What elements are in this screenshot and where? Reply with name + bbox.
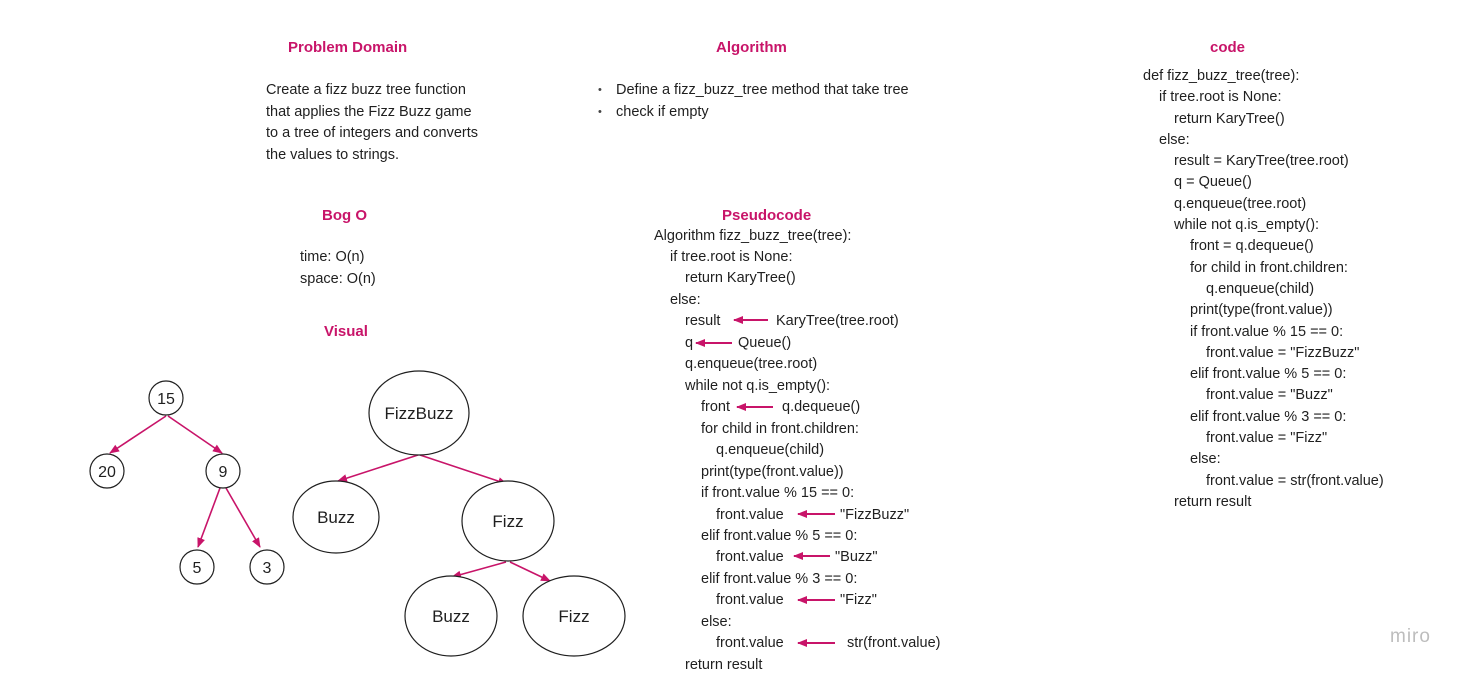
code-line: else: [1190, 451, 1221, 468]
pseudocode-line: front.value [716, 549, 784, 565]
code-line: elif front.value % 5 == 0: [1190, 366, 1347, 383]
pseudocode-line: if tree.root is None: [670, 249, 793, 265]
pseudocode-line: front.value [716, 635, 784, 651]
pseudocode-line: q.enqueue(child) [716, 442, 825, 458]
code-line: while not q.is_empty(): [1174, 217, 1320, 234]
code-line: q.enqueue(tree.root) [1174, 195, 1307, 212]
pseudocode-line: if front.value % 15 == 0: [701, 485, 855, 501]
output-node-label: Fizz [558, 607, 590, 626]
output-node-left [293, 481, 379, 553]
input-node-label: 15 [157, 391, 175, 408]
code-line: elif front.value % 3 == 0: [1190, 408, 1347, 425]
pseudocode-line: front [701, 399, 731, 415]
output-node-label: Buzz [432, 607, 470, 626]
input-node-right-right [250, 550, 284, 584]
big-o-time: time: O(n) [300, 249, 365, 265]
input-node-label: 5 [192, 560, 202, 577]
code-line: front.value = "Fizz" [1206, 430, 1328, 447]
pseudocode-line: print(type(front.value)) [701, 464, 844, 480]
input-tree-edges [110, 416, 260, 547]
input-node-label: 9 [218, 464, 228, 481]
algorithm-bullet: • check if empty [594, 102, 909, 124]
input-node-label: 20 [98, 464, 116, 481]
code-line: if tree.root is None: [1159, 89, 1282, 106]
heading-big-o: Bog O [322, 207, 367, 224]
pseudocode-line: q.enqueue(tree.root) [685, 356, 818, 372]
code-line: front = q.dequeue() [1190, 238, 1314, 255]
pseudocode-line: str(front.value) [847, 635, 941, 651]
heading-pseudocode: Pseudocode [722, 207, 812, 224]
pseudocode-line: else: [670, 292, 701, 308]
code-line: return result [1174, 493, 1252, 510]
code-line: front.value = str(front.value) [1206, 472, 1384, 489]
pseudocode-line: return KaryTree() [685, 270, 796, 286]
output-node-label: Fizz [492, 512, 524, 531]
code-line: q = Queue() [1174, 174, 1252, 191]
pseudocode-line: while not q.is_empty(): [685, 378, 831, 394]
pseudocode-line: "Buzz" [835, 549, 878, 565]
heading-visual: Visual [324, 323, 368, 340]
problem-domain-line: Create a fizz buzz tree function [266, 82, 466, 98]
heading-problem-domain: Problem Domain [288, 39, 408, 56]
code-line: print(type(front.value)) [1190, 302, 1333, 319]
pseudocode-line: Algorithm fizz_buzz_tree(tree): [654, 228, 852, 244]
pseudocode-line: q [685, 335, 694, 351]
problem-domain-line: the values to strings. [266, 146, 399, 163]
output-node-right-right [523, 576, 625, 656]
heading-code: code [1210, 39, 1246, 56]
pseudocode-line: front.value [716, 592, 784, 608]
pseudocode-line: Queue() [738, 335, 792, 351]
output-node-label: Buzz [317, 508, 355, 527]
code-line: front.value = "Buzz" [1206, 387, 1333, 404]
pseudocode-line: else: [701, 614, 732, 630]
output-node-right-left [405, 576, 497, 656]
code-line: def fizz_buzz_tree(tree): [1143, 68, 1300, 84]
pseudocode-line: elif front.value % 3 == 0: [701, 571, 858, 587]
input-node-right-left [180, 550, 214, 584]
pseudocode-line: q.dequeue() [782, 399, 861, 415]
heading-algorithm: Algorithm [716, 39, 787, 56]
code-line: q.enqueue(child) [1206, 280, 1315, 297]
miro-watermark: miro [1390, 626, 1431, 647]
pseudocode-line: for child in front.children: [701, 421, 859, 437]
input-node-root [149, 381, 183, 415]
pseudocode-line: return result [685, 657, 763, 673]
big-o-space: space: O(n) [300, 270, 376, 287]
pseudocode-line: elif front.value % 5 == 0: [701, 528, 858, 544]
pseudocode-line: "FizzBuzz" [840, 507, 910, 523]
input-node-right [206, 454, 240, 488]
output-node-right [462, 481, 554, 561]
code-line: return KaryTree() [1174, 110, 1285, 127]
input-node-left [90, 454, 124, 488]
code-line: for child in front.children: [1190, 259, 1348, 276]
pseudocode-line: front.value [716, 507, 784, 523]
pseudocode-line: "Fizz" [840, 592, 877, 608]
code-line: front.value = "FizzBuzz" [1206, 344, 1360, 361]
code-line: else: [1159, 131, 1190, 148]
pseudocode-line: KaryTree(tree.root) [776, 313, 899, 329]
algorithm-bullet: • Define a fizz_buzz_tree method that take tree [594, 80, 909, 102]
problem-domain-line: to a tree of integers and converts [266, 125, 478, 141]
output-node-label: FizzBuzz [384, 404, 454, 423]
output-node-root [369, 371, 469, 455]
problem-domain-line: that applies the Fizz Buzz game [266, 103, 472, 120]
code-line: if front.value % 15 == 0: [1190, 323, 1344, 340]
pseudocode-line: result [685, 313, 721, 329]
input-node-label: 3 [262, 560, 272, 577]
code-line: result = KaryTree(tree.root) [1174, 153, 1349, 170]
